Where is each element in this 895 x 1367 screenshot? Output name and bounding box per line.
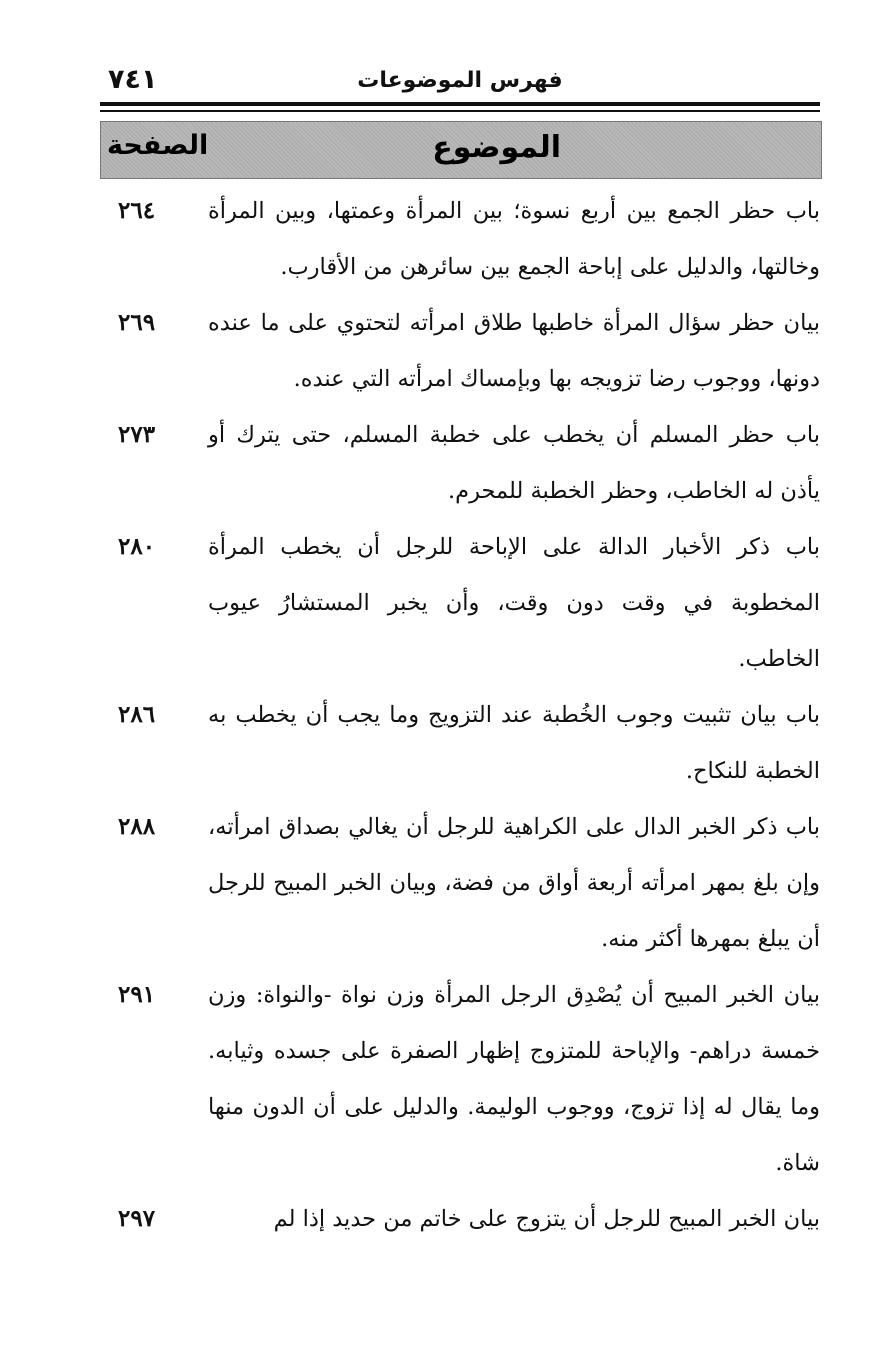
column-header-topic: الموضوع [432,130,561,165]
entry-text: باب ذكر الأخبار الدالة على الإباحة للرجل أن يخطب المرأة المخطوبة في وقت دون وقت، وأن يخبر المستشارُ عيوب الخاطب. [208,534,820,672]
header-rule-thin [100,110,820,112]
index-entries [100,183,820,1247]
entry-page-number: ٢٧٣ [118,421,156,448]
entry-page-number: ٢٦٤ [118,197,156,224]
entry-text: بيان الخبر المبيح للرجل أن يتزوج على خاتم من حديد إذا لم [273,1206,820,1232]
index-entry [100,407,820,519]
column-header-page: الصفحة [107,130,209,161]
index-entry [100,687,820,799]
index-entry [100,295,820,407]
entry-page-number: ٢٦٩ [118,309,156,336]
entry-page-number: ٢٨٨ [118,813,156,840]
entry-text: باب حظر الجمع بين أربع نسوة؛ بين المرأة وعمتها، وبين المرأة وخالتها، والدليل على إباحة الجمع بين سائرهن من الأقارب. [208,198,820,280]
index-entry [100,519,820,687]
header-rule-thick [100,102,820,106]
entry-page-number: ٢٩٧ [118,1205,156,1232]
entry-page-number: ٢٩١ [118,981,156,1008]
index-entry [100,1191,820,1247]
page-number: ٧٤١ [108,64,158,95]
entry-page-number: ٢٨٦ [118,701,156,728]
entry-text: باب بيان تثبيت وجوب الخُطبة عند التزويج وما يجب أن يخطب به الخطبة للنكاح. [208,702,820,784]
column-header-bar [100,121,822,179]
index-entry [100,799,820,967]
entry-text: باب ذكر الخبر الدال على الكراهية للرجل أن يغالي بصداق امرأته، وإن بلغ بمهر امرأته أربعة أواق من فضة، وبيان الخبر المبيح للرجل أن يبلغ بمهرها أكثر منه. [208,814,820,952]
entry-text: بيان الخبر المبيح أن يُصْدِق الرجل المرأة وزن نواة -والنواة: وزن خمسة دراهم- والإباحة للمتزوج إظهار الصفرة على جسده وثيابه. وما يقال له إذا تزوج، ووجوب الوليمة. والدليل على أن الدون منها شاة. [208,982,820,1176]
running-head [100,62,820,102]
running-title: فهرس الموضوعات [357,68,563,93]
entry-text: باب حظر المسلم أن يخطب على خطبة المسلم، حتى يترك أو يأذن له الخاطب، وحظر الخطبة للمحرم. [208,422,820,504]
entry-page-number: ٢٨٠ [118,533,156,560]
entry-text: بيان حظر سؤال المرأة خاطبها طلاق امرأته لتحتوي على ما عنده دونها، ووجوب رضا تزويجه بها وبإمساك امرأته التي عنده. [208,310,820,392]
index-entry [100,967,820,1191]
index-entry [100,183,820,295]
